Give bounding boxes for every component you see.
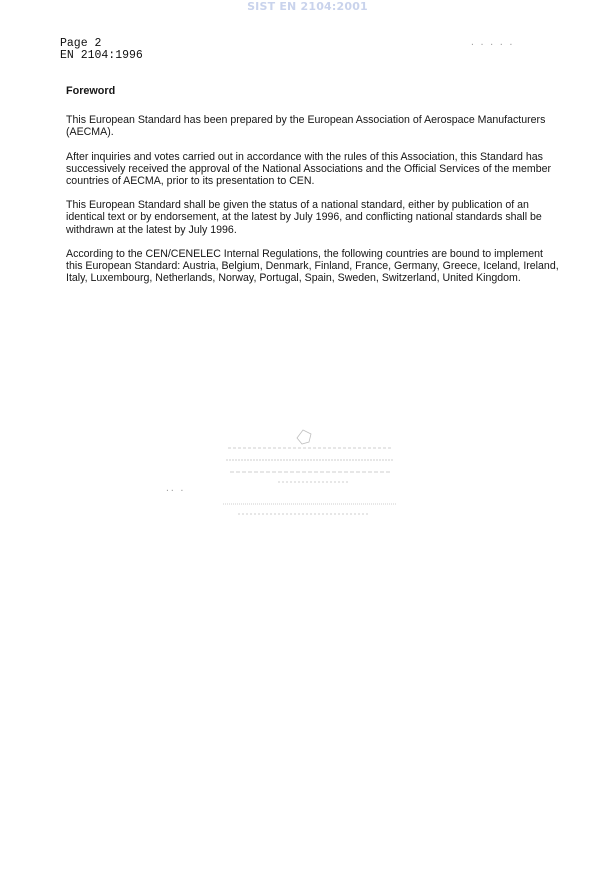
paragraph: This European Standard has been prepared by the European Association of Aerospace Manufacturers (AECMA). [66,114,546,139]
watermark-text: SIST EN 2104:2001 [247,0,368,13]
page-header [60,38,143,62]
page-number: Page 2 [60,37,102,50]
scan-noise: · · · · · [470,40,514,49]
paragraph: This European Standard shall be given the status of a national standard, either by publication of an identical text or by endorsement, at the latest by July 1996, and conflicting national standards shall be withdrawn at the latest by July 1996. [66,199,542,236]
section-title: Foreword [66,85,116,97]
foreword-section [66,85,562,296]
faded-stamp [218,428,398,520]
scan-noise: ·· · [165,486,185,495]
paragraph: After inquiries and votes carried out in accordance with the rules of this Association, this Standard has successively received the approval of the National Associations and the Official Services of the member countries of AECMA, prior to its presentation to CEN. [66,150,552,188]
document-reference: EN 2104:1996 [60,49,143,62]
paragraph: According to the CEN/CENELEC Internal Regulations, the following countries are bound to implement this European Standard: Austria, Belgium, Denmark, Finland, France, Germany, Greece, Iceland, Ireland, Italy, Luxembourg, Netherlands, Norway, Portugal, Spain, Sweden, Switzerland, United Kingdom. [66,247,559,285]
